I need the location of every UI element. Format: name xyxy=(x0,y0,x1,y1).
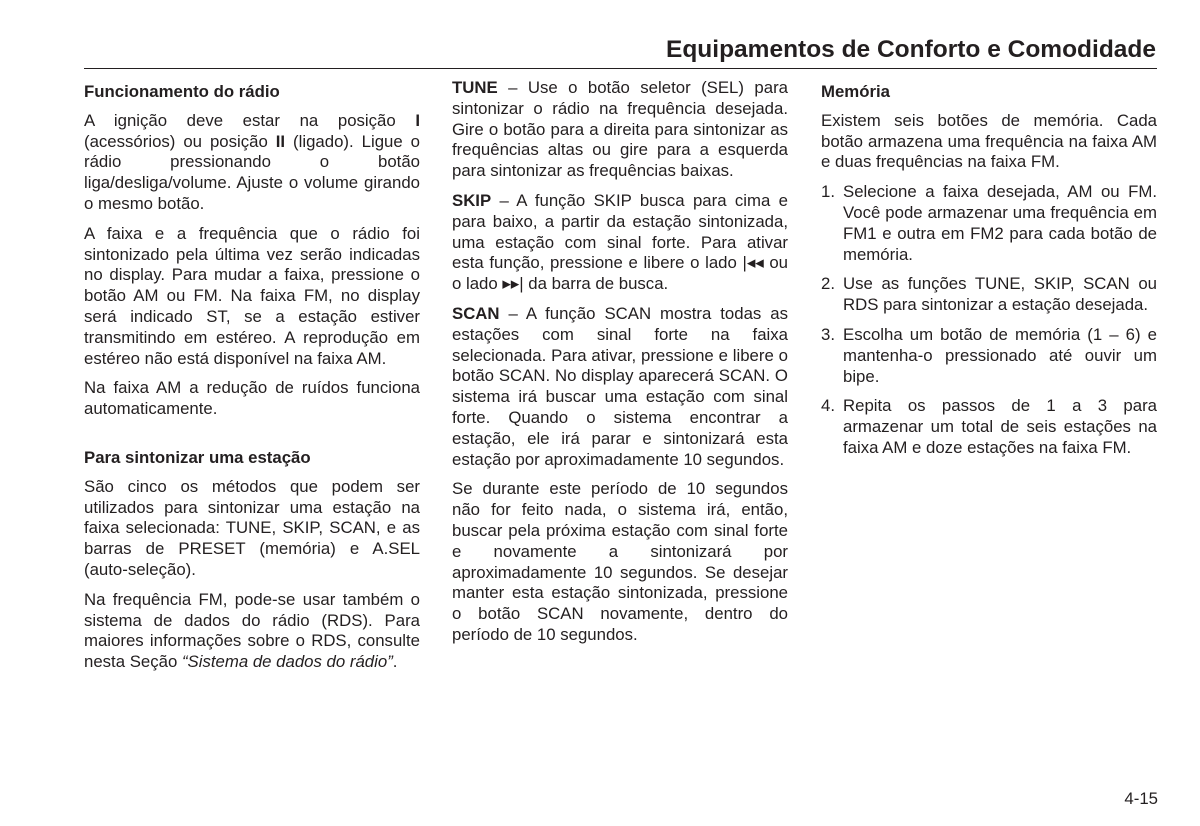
paragraph-methods: São cinco os métodos que podem ser utilizados para sintonizar uma estação na faixa selecionada: TUNE, SKIP, SCAN, e as barras de PRESET (memória) e A.SEL (auto-seleção). xyxy=(84,476,420,579)
paragraph-ignition: A ignição deve estar na posição I (acessórios) ou posição II (ligado). Ligue o rádio pressionando o botão liga/desliga/volume. Ajuste o volume girando o mesmo botão. xyxy=(84,110,420,213)
page-number: 4-15 xyxy=(1124,789,1158,808)
header-rule xyxy=(84,68,1157,69)
paragraph-tune: TUNE – Use o botão seletor (SEL) para sintonizar o rádio na frequência desejada. Gire o botão para a direita para sintonizar as frequências altas ou gire para a esquerda para sintonizar as frequências baixas. xyxy=(452,78,788,181)
paragraph-skip: SKIP – A função SKIP busca para cima e para baixo, a partir da estação sintonizada, uma estação com sinal forte. Para ativar esta função, pressione e libere o lado |◂◂ ou o lado ▸▸| da barra de busca. xyxy=(452,190,788,294)
list-item: 4. Repita os passos de 1 a 3 para armazenar um total de seis estações na faixa AM e doze estações na faixa FM. xyxy=(821,396,1157,457)
paragraph-scan: SCAN – A função SCAN mostra todas as estações com sinal forte na faixa selecionada. Para ativar, pressione e libere o botão SCAN. No display aparecerá SCAN. O sistema irá buscar uma estação com sinal forte. Quando o sistema encontrar a estação, ele irá parar e sintonizará esta estação por aproximadamente 10 segundos. xyxy=(452,303,788,469)
column-left xyxy=(84,78,420,682)
section-heading-radio-operation: Funcionamento do rádio xyxy=(84,82,280,101)
list-item: 1. Selecione a faixa desejada, AM ou FM. Você pode armazenar uma frequência em FM1 e outra em FM2 para cada botão de memória. xyxy=(821,182,1157,264)
paragraph-scan-timeout: Se durante este período de 10 segundos não for feito nada, o sistema irá, então, buscar pela próxima estação com sinal forte e novamente a sintonizará por aproximadamente 10 segundos. Se desejar manter esta estação sintonizada, pressione o botão SCAN novamente, dentro do período de 10 segundos. xyxy=(452,479,788,644)
paragraph-band-frequency: A faixa e a frequência que o rádio foi sintonizado pela última vez serão indicadas no display. Para mudar a faixa, pressione o botão AM ou FM. Na faixa FM, no display será indicado ST, se a estação estiver transmitindo em estéreo. A reprodução em estéreo não está disponível na faixa AM. xyxy=(84,223,420,368)
paragraph-memory-intro: Existem seis botões de memória. Cada botão armazena uma frequência na faixa AM e duas frequências na faixa FM. xyxy=(821,110,1157,172)
paragraph-am-noise: Na faixa AM a redução de ruídos funciona automaticamente. xyxy=(84,378,420,419)
section-heading-tune-station: Para sintonizar uma estação xyxy=(84,447,311,467)
column-right xyxy=(821,78,1157,468)
column-middle xyxy=(452,78,788,655)
list-item: 3. Escolha um botão de memória (1 – 6) e mantenha-o pressionado até ouvir um bipe. xyxy=(821,324,1157,386)
memory-steps-list xyxy=(821,182,1157,459)
paragraph-rds: Na frequência FM, pode-se usar também o sistema de dados do rádio (RDS). Para maiores informações sobre o RDS, consulte nesta Seção “Sistema de dados do rádio”. xyxy=(84,589,420,672)
section-heading-memory: Memória xyxy=(821,82,891,101)
page-header-title: Equipamentos de Conforto e Comodidade xyxy=(665,36,1156,63)
list-item: 2. Use as funções TUNE, SKIP, SCAN ou RDS para sintonizar a estação desejada. xyxy=(821,274,1157,315)
